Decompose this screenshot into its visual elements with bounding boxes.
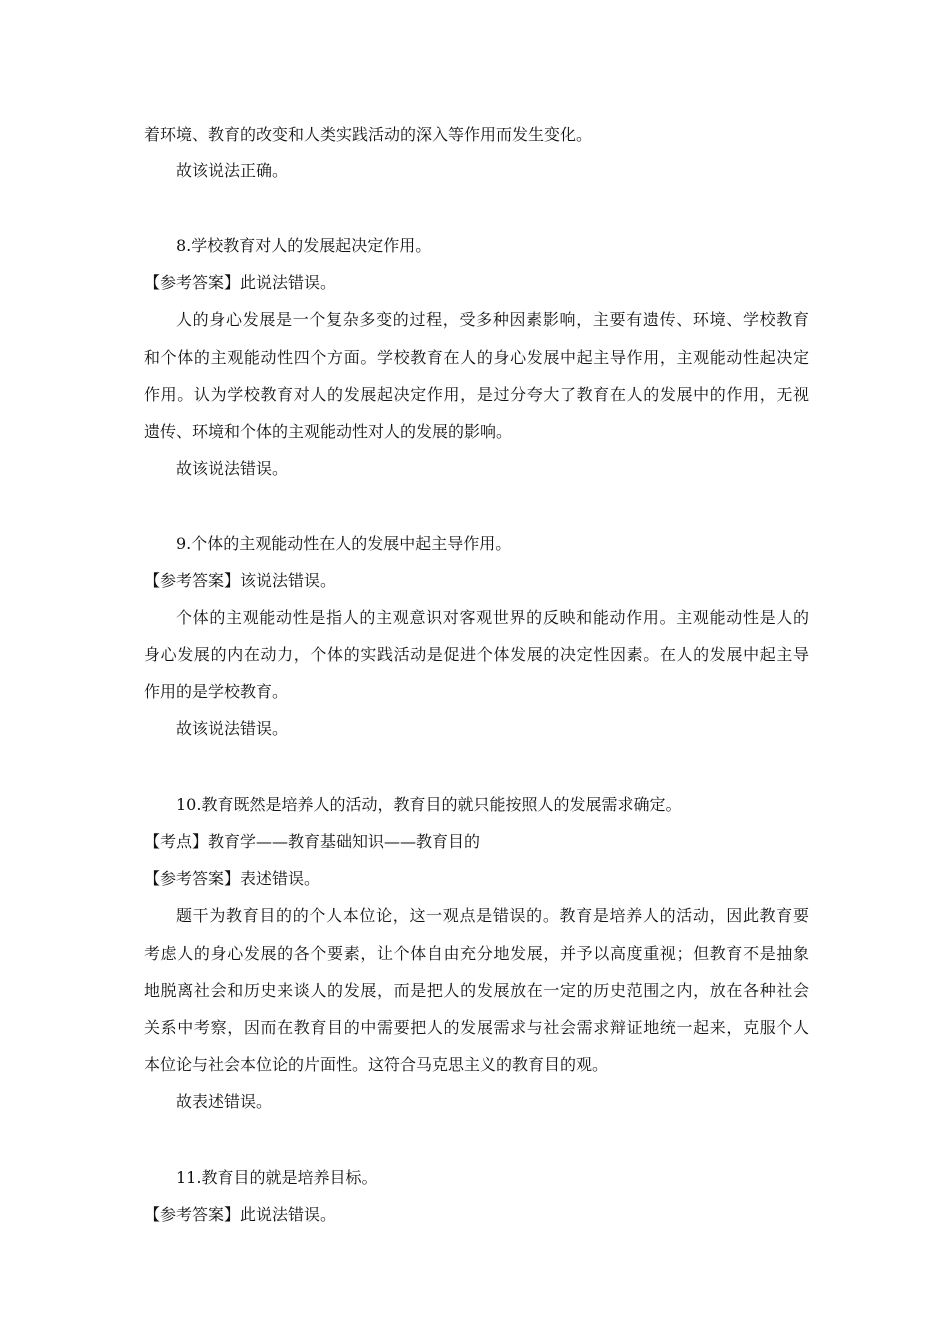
paragraph-line: 个体的主观能动性是指人的主观意识对客观世界的反映和能动作用。主观能动性是人的 — [176, 608, 809, 627]
paragraph-line: 作用的是学校教育。 — [144, 682, 289, 701]
conclusion-line: 故表述错误。 — [176, 1092, 273, 1111]
conclusion-line: 故该说法正确。 — [176, 161, 289, 180]
paragraph-line: 关系中考察，因而在教育目的中需要把人的发展需求与社会需求辩证地统一起来，克服个人 — [144, 1018, 809, 1037]
paragraph-line: 身心发展的内在动力，个体的实践活动是促进个体发展的决定性因素。在人的发展中起主导 — [144, 645, 809, 664]
topic-label: 【考点】教育学——教育基础知识——教育目的 — [144, 832, 481, 851]
answer-label: 【参考答案】此说法错误。 — [144, 273, 337, 292]
paragraph-line: 人的身心发展是一个复杂多变的过程，受多种因素影响，主要有遗传、环境、学校教育 — [176, 310, 809, 329]
question-8-title: 8.学校教育对人的发展起决定作用。 — [176, 236, 432, 255]
answer-label: 【参考答案】该说法错误。 — [144, 571, 337, 590]
paragraph-line: 着环境、教育的改变和人类实践活动的深入等作用而发生变化。 — [144, 125, 593, 144]
paragraph-line: 作用。认为学校教育对人的发展起决定作用，是过分夸大了教育在人的发展中的作用，无视 — [144, 385, 809, 404]
answer-label: 【参考答案】表述错误。 — [144, 869, 321, 888]
paragraph-line: 题干为教育目的的个人本位论，这一观点是错误的。教育是培养人的活动，因此教育要 — [176, 906, 809, 925]
conclusion-line: 故该说法错误。 — [176, 719, 289, 738]
question-11-title: 11.教育目的就是培养目标。 — [176, 1168, 378, 1187]
question-10-title: 10.教育既然是培养人的活动，教育目的就只能按照人的发展需求确定。 — [176, 795, 682, 814]
paragraph-line: 和个体的主观能动性四个方面。学校教育在人的身心发展中起主导作用，主观能动性起决定 — [144, 348, 809, 367]
answer-label: 【参考答案】此说法错误。 — [144, 1205, 337, 1224]
paragraph-line: 遗传、环境和个体的主观能动性对人的发展的影响。 — [144, 422, 513, 441]
question-9-title: 9.个体的主观能动性在人的发展中起主导作用。 — [176, 534, 512, 553]
conclusion-line: 故该说法错误。 — [176, 459, 289, 478]
paragraph-line: 考虑人的身心发展的各个要素，让个体自由充分地发展，并予以高度重视；但教育不是抽象 — [144, 944, 809, 963]
paragraph-line: 本位论与社会本位论的片面性。这符合马克思主义的教育目的观。 — [144, 1055, 609, 1074]
paragraph-line: 地脱离社会和历史来谈人的发展，而是把人的发展放在一定的历史范围之内，放在各种社会 — [144, 981, 809, 1000]
